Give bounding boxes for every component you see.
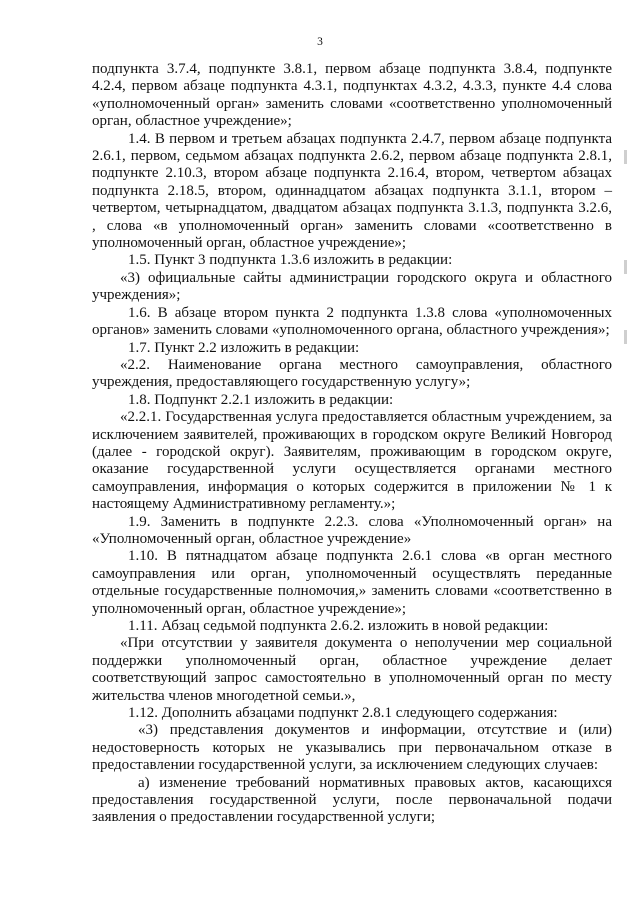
quote-paragraph: «3) официальные сайты администрации городского округа и областного учреждения»; <box>92 269 612 304</box>
paragraph-1-9: 1.9. Заменить в подпункте 2.2.3. слова «Уполномоченный орган» на «Уполномоченный орган, областное учреждение» <box>92 513 612 547</box>
document-body <box>92 61 612 827</box>
quote-paragraph: а) изменение требований нормативных правовых актов, касающихся предоставления государственной услуги, после первоначальной подачи заявления о предоставлении государственной услуги; <box>92 774 612 826</box>
quote-paragraph: «3) представления документов и информации, отсутствие и (или) недостоверность которых не указывались при первоначальном отказе в предоставлении государственной услуги, за исключением следующих случаев: <box>92 722 612 774</box>
quote-paragraph: «2.2. Наименование органа местного самоуправления, областного учреждения, предоставляющего государственную услугу»; <box>92 356 612 391</box>
paragraph-1-5: 1.5. Пункт 3 подпункта 1.3.6 изложить в редакции: <box>128 252 453 269</box>
paragraph-continuation: подпункта 3.7.4, подпункте 3.8.1, первом абзаце подпункта 3.8.4, подпункте 4.2.4, первом абзаце подпункта 4.3.1, подпунктах 4.3.2, 4.3.3, пункте 4.4 слова «уполномоченный орган» заменить словами «соответственно уполномоченный орган, областное учреждение»; <box>92 61 612 130</box>
paragraph-1-12: 1.12. Дополнить абзацами подпункт 2.8.1 следующего содержания: <box>128 705 558 722</box>
scan-margin-mark <box>624 330 627 344</box>
page-number: 3 <box>317 36 323 48</box>
paragraph-1-6: 1.6. В абзаце втором пункта 2 подпункта 1.3.8 слова «уполномоченных органов» заменить словами «уполномоченного органа, областного учреждения»; <box>92 304 612 339</box>
paragraph-1-8: 1.8. Подпункт 2.2.1 изложить в редакции: <box>128 391 394 408</box>
quote-paragraph: «2.2.1. Государственная услуга предоставляется областным учреждением, за исключением заявителей, проживающих в городском округе Великий Новгород (далее - городской округ). Заявителям, проживающим в городском округе, оказание государственной услуги осуществляется органами местного самоуправления, информация о которых содержится в приложении № 1 к настоящему Административному регламенту.»; <box>92 409 612 513</box>
paragraph-1-4: 1.4. В первом и третьем абзацах подпункта 2.4.7, первом абзаце подпункта 2.6.1, первом, седьмом абзацах подпункта 2.6.2, первом абзаце подпункта 2.8.1, подпункте 2.10.3, втором абзаце подпункта 2.16.4, втором, четвертом абзацах подпункта 2.18.5, втором, одиннадцатом абзацах подпункта 3.1.1, втором – четвертом, четырнадцатом, двадцатом абзацах подпункта 3.1.3, подпункта 3.2.6, , слова «в уполномоченный орган» заменить словами «соответственно в уполномоченный орган, областное учреждение»; <box>92 130 612 252</box>
scan-margin-mark <box>624 260 627 274</box>
paragraph-1-10: 1.10. В пятнадцатом абзаце подпункта 2.6.1 слова «в орган местного самоуправления или орган, уполномоченный осуществлять переданные отдельные государственные полномочия,» заменить словами «соответственно в уполномоченный орган, областное учреждение»; <box>92 548 612 617</box>
paragraph-1-11: 1.11. Абзац седьмой подпункта 2.6.2. изложить в новой редакции: <box>128 618 549 634</box>
quote-paragraph: «При отсутствии у заявителя документа о неполучении мер социальной поддержки уполномоченный орган, областное учреждение делает соответствующий запрос самостоятельно в уполномоченный орган по месту жительства членов многодетной семьи.», <box>92 635 612 704</box>
paragraph-1-7: 1.7. Пункт 2.2 изложить в редакции: <box>128 339 360 356</box>
scan-margin-mark <box>624 150 627 164</box>
